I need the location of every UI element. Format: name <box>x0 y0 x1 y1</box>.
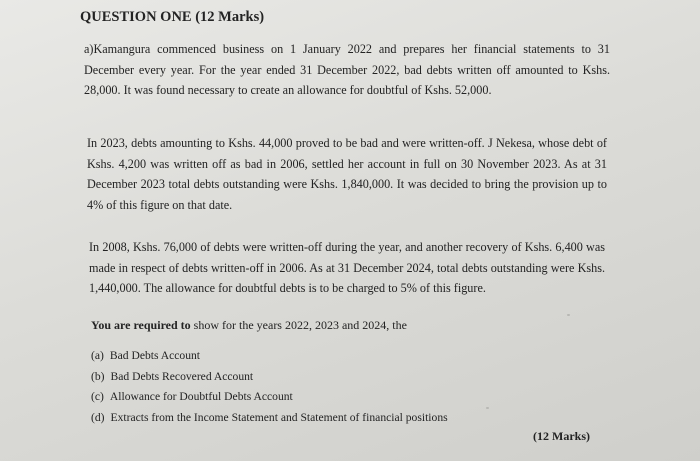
task-marker: (a) <box>91 349 104 362</box>
paragraph-2024: In 2008, Kshs. 76,000 of debts were written-off during the year, and another recovery of Kshs. 6,400 was made in respect of debts written-off in 2006. As at 31 December 2024, total debts outstanding were Kshs. 1,440,000. The allowance for doubtful debts is to be charged to 5% of this figure. <box>89 240 605 295</box>
task-text: Extracts from the Income Statement and Statement of financial positions <box>110 410 448 424</box>
task-text: Bad Debts Recovered Account <box>110 369 254 383</box>
requirement-lead: You are required to <box>91 318 191 332</box>
task-marker: (c) <box>91 390 104 403</box>
task-text: Allowance for Doubtful Debts Account <box>109 390 293 403</box>
marks-note: (12 Marks) <box>533 429 590 443</box>
paragraph-intro: a)Kamangura commenced business on 1 January 2022 and prepares her financial statements to 31 December every year. For the year ended 31 December 2022, bad debts written off amounted to Kshs. 28,000. It was found necessary to create an allowance for doubtful of Kshs. 52,000. <box>84 42 610 97</box>
task-item-b <box>91 367 448 388</box>
paragraph-2023: In 2023, debts amounting to Kshs. 44,000 proved to be bad and were written-off. J Nekesa, whose debt of Kshs. 4,200 was written off as bad in 2006, settled her account in full on 30 November 2023. As at 31 December 2023 total debts outstanding were Kshs. 1,840,000. It was decided to bring the provision up to 4% of this figure on that date. <box>87 136 607 212</box>
task-marker: (b) <box>91 369 105 383</box>
question-title: QUESTION ONE (12 Marks) <box>80 9 265 25</box>
paper-speck <box>486 407 489 409</box>
requirement-line <box>91 318 407 333</box>
task-text: Bad Debts Account <box>109 349 201 362</box>
task-marker: (d) <box>91 410 105 424</box>
task-list <box>91 346 448 428</box>
paper-speck <box>567 314 570 316</box>
task-item-d <box>91 408 448 429</box>
requirement-rest: show for the years 2022, 2023 and 2024, the <box>190 318 407 332</box>
task-item-a <box>91 346 448 367</box>
task-item-c <box>91 387 448 408</box>
